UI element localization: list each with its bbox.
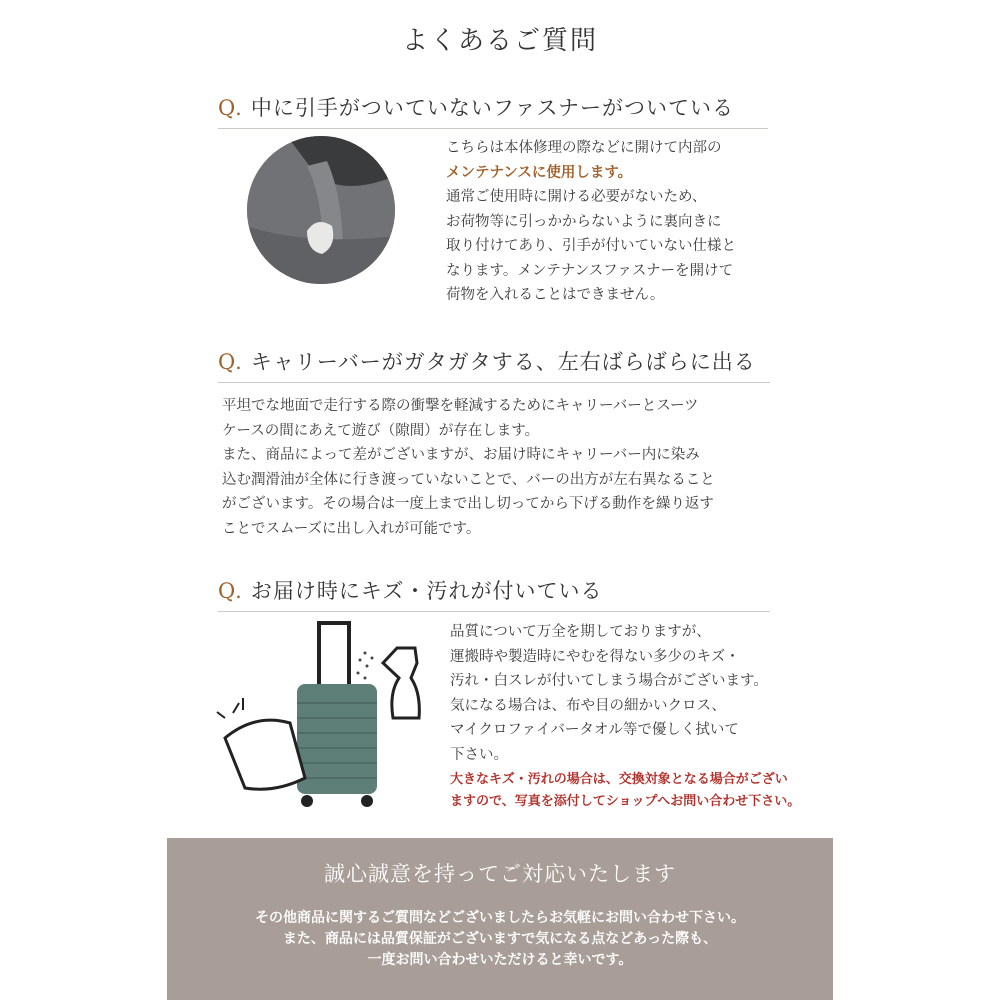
faq-question-3 xyxy=(218,575,770,612)
question-text: 中に引手がついていないファスナーがついている xyxy=(250,96,735,120)
page-title: よくあるご質問 xyxy=(401,26,598,56)
answer-highlight: メンテナンスに使用します。 xyxy=(446,163,633,181)
q-prefix: Q. xyxy=(218,350,243,374)
faq-answer-3: 品質について万全を期しておりますが、 運搬時や製造時にやむを得ない多少のキズ・ 汚れ・白スレが付いてしまう場合がございます。 気になる場合は、布や目の細かいクロス、 マイクロファイバータオル等で優しく拭いて 下さい。 xyxy=(450,624,768,763)
faq-question-1 xyxy=(218,92,768,129)
faq-answer-1 xyxy=(446,136,806,308)
banner-title: 誠心誠意を持ってご対応いたします xyxy=(324,862,676,886)
contact-banner xyxy=(167,838,833,1000)
faq-answer-2: 平坦でな地面で走行する際の衝撃を軽減するためにキャリーバーとスーツ ケースの間にあえて遊び（隙間）が存在します。 また、商品によって差がございますが、お届け時にキャリーバー内に染み 込む潤滑油が全体に行き渡っていないことで、バーの出方が左右異なること がございます。その場合は一度上まで出し切ってから下げる動作を繰り返す ことでスムーズに出し入れが可能です。 xyxy=(222,398,715,537)
q-prefix: Q. xyxy=(218,96,243,120)
zipper-photo xyxy=(247,136,395,284)
answer-text: こちらは本体修理の際などに開けて内部の xyxy=(446,140,722,156)
banner-body: その他商品に関するご質問などございましたらお気軽にお問い合わせ下さい。 また、商品には品質保証がございますで気になる点などあった際も、 一度お問い合わせいただけると幸いです。 xyxy=(255,910,745,968)
suitcase-cleaning-illustration xyxy=(215,618,430,813)
answer-text: 通常ご使用時に開ける必要がないため、 お荷物等に引っかからないように裏向きに 取り付けてあり、引手が付いていない仕様と なります。メンテナンスファスナーを開けて 荷物を入れることはできません。 xyxy=(446,189,736,303)
q-prefix: Q. xyxy=(218,579,243,603)
question-text: キャリーバーがガタガタする、左右ばらばらに出る xyxy=(250,350,756,374)
faq-question-2 xyxy=(218,346,770,383)
exchange-note: 大きなキズ・汚れの場合は、交換対象となる場合がござい ますので、写真を添付してショップへお問い合わせ下さい。 xyxy=(450,772,801,809)
question-text: お届け時にキズ・汚れが付いている xyxy=(250,579,603,603)
